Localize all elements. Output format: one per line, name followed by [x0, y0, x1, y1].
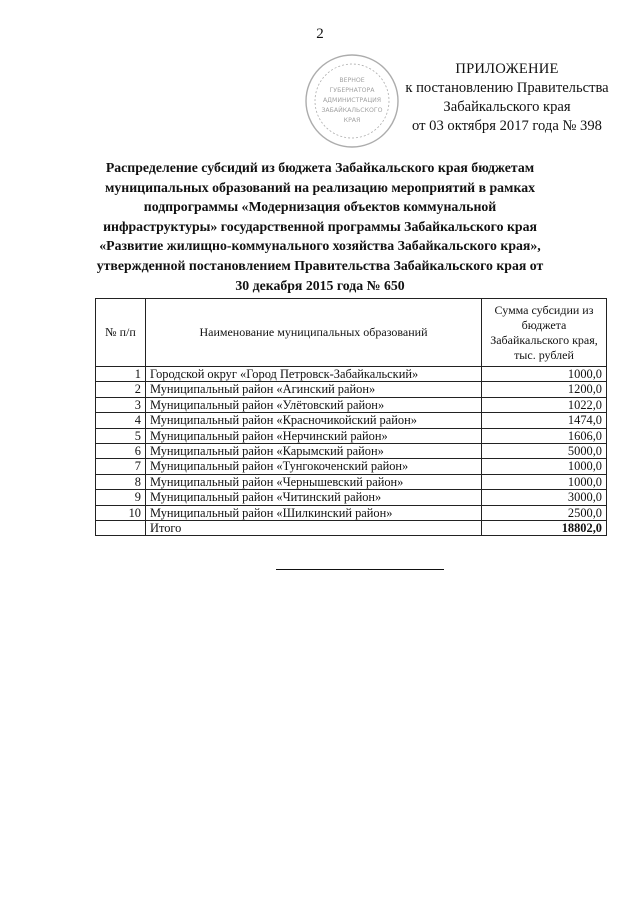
- row-sum: 1000,0: [482, 474, 607, 489]
- stamp-line: ГУБЕРНАТОРА: [329, 87, 375, 94]
- table-row: [96, 397, 607, 412]
- row-number: 5: [96, 428, 146, 443]
- row-municipality: Муниципальный район «Агинский район»: [146, 382, 482, 397]
- stamp-line: КРАЯ: [343, 117, 361, 124]
- document-title: [92, 158, 548, 295]
- appendix-line: к постановлению Правительства: [405, 80, 609, 96]
- table-row: [96, 444, 607, 459]
- row-number: 4: [96, 413, 146, 428]
- row-sum: 1022,0: [482, 397, 607, 412]
- row-number: 7: [96, 459, 146, 474]
- total-label: Итого: [146, 521, 482, 536]
- row-municipality: Муниципальный район «Тунгокоченский район»: [146, 459, 482, 474]
- row-sum: 5000,0: [482, 444, 607, 459]
- table-row: [96, 490, 607, 505]
- row-number: 10: [96, 505, 146, 520]
- table-row: [96, 428, 607, 443]
- row-sum: 1606,0: [482, 428, 607, 443]
- table-row: [96, 459, 607, 474]
- table-row: [96, 505, 607, 520]
- closing-rule: [276, 569, 444, 570]
- header-number: № п/п: [96, 299, 146, 367]
- appendix-line: от 03 октября 2017 года № 398: [412, 118, 602, 134]
- title-line: «Развитие жилищно-коммунального хозяйства Забайкальского края»,: [99, 238, 541, 254]
- appendix-block: [387, 60, 627, 136]
- table-row: [96, 413, 607, 428]
- header-subsidy-sum: Сумма субсидии из бюджета Забайкальского края, тыс. рублей: [482, 299, 607, 367]
- row-sum: 3000,0: [482, 490, 607, 505]
- total-sum: 18802,0: [482, 521, 607, 536]
- row-sum: 1000,0: [482, 459, 607, 474]
- appendix-line: Забайкальского края: [443, 99, 571, 115]
- title-line: инфраструктуры» государственной программы Забайкальского края: [103, 218, 537, 234]
- row-municipality: Муниципальный район «Чернышевский район»: [146, 474, 482, 489]
- stamp-line: ВЕРНОЕ: [339, 77, 365, 84]
- title-line: утвержденной постановлением Правительства Забайкальского края от: [96, 257, 544, 273]
- header-municipality: Наименование муниципальных образований: [146, 299, 482, 367]
- row-sum: 1200,0: [482, 382, 607, 397]
- title-line: подпрограммы «Модернизация объектов коммунальной: [143, 199, 497, 215]
- row-number: 9: [96, 490, 146, 505]
- row-municipality: Городской округ «Город Петровск-Забайкальский»: [146, 367, 482, 382]
- stamp-line: АДМИНИСТРАЦИЯ: [322, 97, 382, 104]
- row-municipality: Муниципальный район «Нерчинский район»: [146, 428, 482, 443]
- row-number: 2: [96, 382, 146, 397]
- table-row: [96, 382, 607, 397]
- row-number: 8: [96, 474, 146, 489]
- appendix-title: ПРИЛОЖЕНИЕ: [455, 61, 559, 77]
- table-total-row: [96, 521, 607, 536]
- title-line: Распределение субсидий из бюджета Забайкальского края бюджетам: [105, 160, 535, 175]
- table-row: [96, 474, 607, 489]
- row-number: 3: [96, 397, 146, 412]
- row-sum: 1474,0: [482, 413, 607, 428]
- row-sum: 2500,0: [482, 505, 607, 520]
- row-municipality: Муниципальный район «Улётовский район»: [146, 397, 482, 412]
- row-number: 6: [96, 444, 146, 459]
- table-header-row: [96, 299, 607, 367]
- page-number: 2: [316, 26, 324, 42]
- stamp-line: ЗАБАЙКАЛЬСКОГО: [321, 107, 383, 114]
- subsidy-table: [95, 298, 607, 536]
- row-number: 1: [96, 367, 146, 382]
- row-municipality: Муниципальный район «Читинский район»: [146, 490, 482, 505]
- total-number: [96, 521, 146, 536]
- row-sum: 1000,0: [482, 367, 607, 382]
- row-municipality: Муниципальный район «Шилкинский район»: [146, 505, 482, 520]
- row-municipality: Муниципальный район «Карымский район»: [146, 444, 482, 459]
- title-line: муниципальных образований на реализацию мероприятий в рамках: [104, 179, 535, 195]
- table-row: [96, 367, 607, 382]
- title-line: 30 декабря 2015 года № 650: [235, 277, 405, 293]
- row-municipality: Муниципальный район «Красночикойский район»: [146, 413, 482, 428]
